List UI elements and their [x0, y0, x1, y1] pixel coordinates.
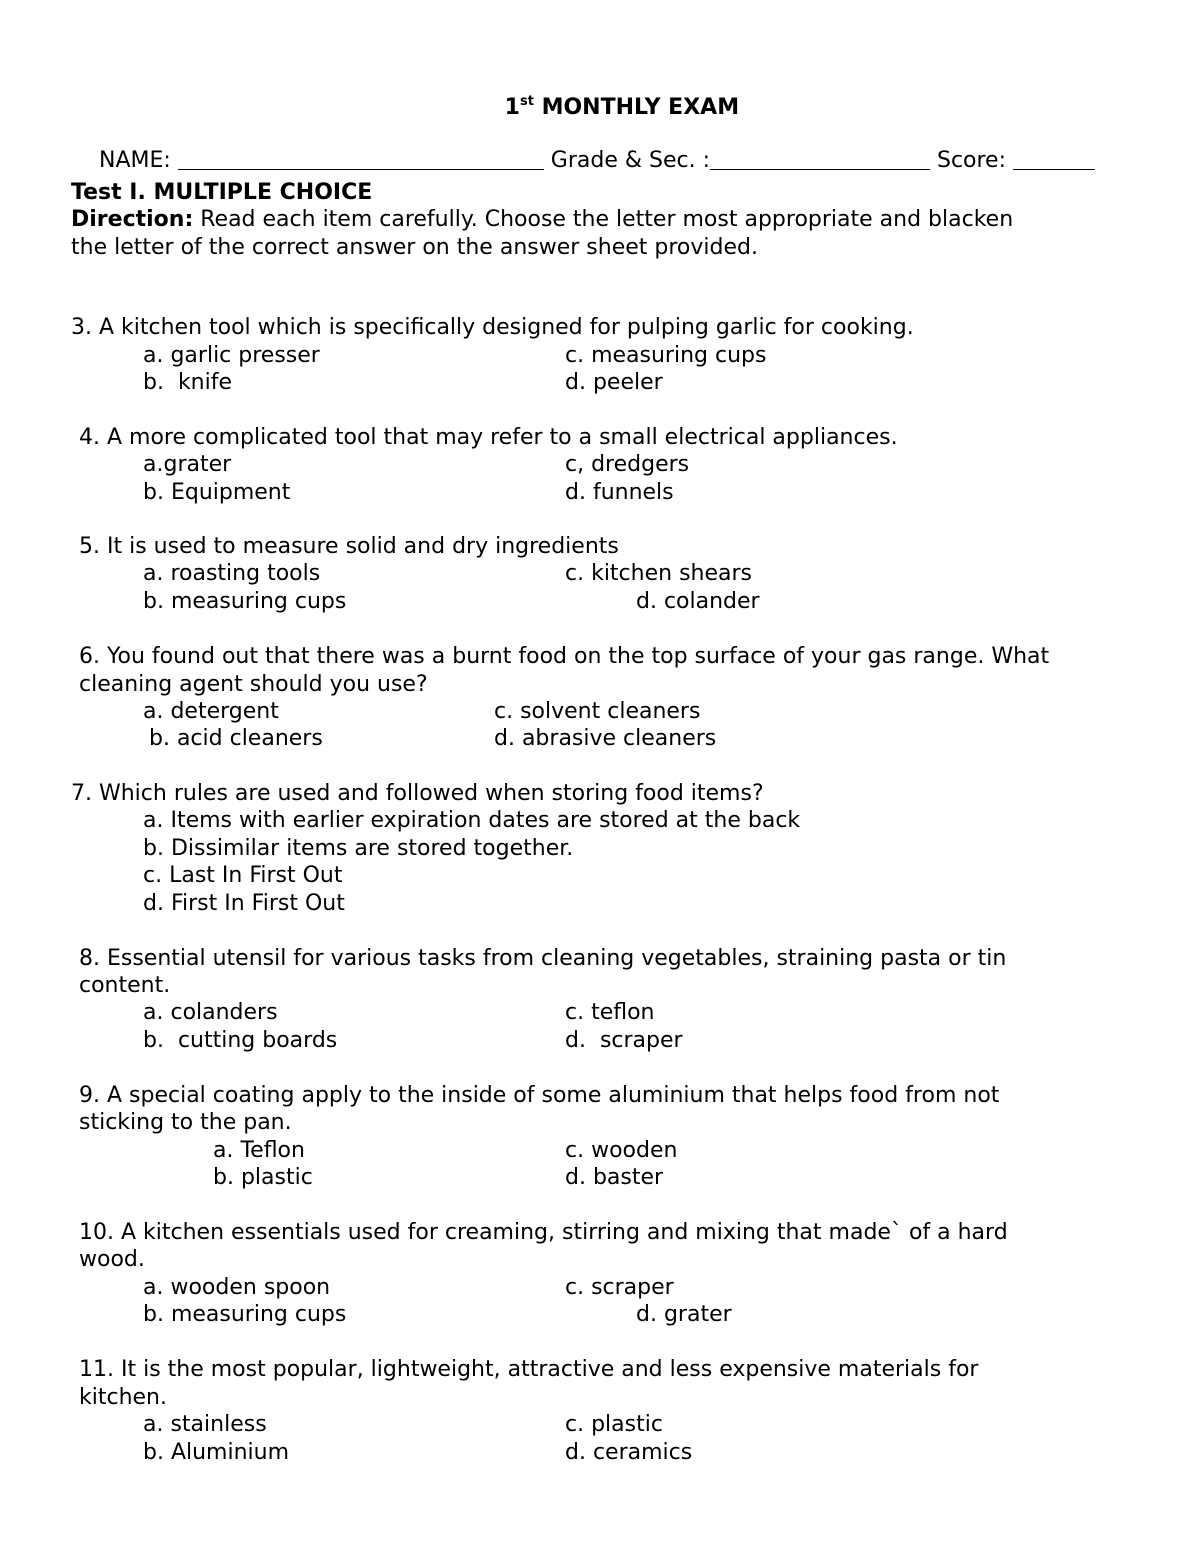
question-9-choice-d: d. baster: [565, 1165, 664, 1190]
grade-section-blank: [710, 149, 930, 170]
question-11-text-line-1: 11. It is the most popular, lightweight, attractive and less expensive materials for: [79, 1357, 979, 1382]
question-6-text-line-1: 6. You found out that there was a burnt food on the top surface of your gas range. What: [79, 644, 1050, 669]
question-9-text-line-2: sticking to the pan.: [79, 1110, 292, 1135]
question-4-choice-d: d. funnels: [565, 480, 674, 505]
question-8-choice-d: d. scraper: [565, 1028, 683, 1053]
question-4-choice-a: a.grater: [143, 452, 232, 477]
title-text: MONTHLY EXAM: [533, 95, 740, 120]
name-blank: [178, 149, 544, 170]
question-6-text-line-2: cleaning agent should you use?: [79, 672, 428, 697]
question-10-choice-c: c. scraper: [565, 1275, 674, 1300]
question-7-text: 7. Which rules are used and followed when storing food items?: [71, 781, 764, 806]
question-4-text: 4. A more complicated tool that may refer to a small electrical appliances.: [79, 425, 898, 450]
question-4-choice-c: c, dredgers: [565, 452, 690, 477]
name-label: NAME:: [98, 148, 178, 173]
question-10-choice-a: a. wooden spoon: [143, 1275, 331, 1300]
question-9-text-line-1: 9. A special coating apply to the inside of some aluminium that helps food from not: [79, 1083, 1000, 1108]
question-10-text-line-1: 10. A kitchen essentials used for creaming, stirring and mixing that made` of a hard: [79, 1220, 1008, 1245]
question-8-choice-c: c. teflon: [565, 1000, 655, 1025]
score-blank: [1013, 149, 1095, 170]
question-10-text-line-2: wood.: [79, 1247, 145, 1272]
direction-text-1: Read each item carefully. Choose the letter most appropriate and blacken: [193, 207, 1014, 232]
question-5-text: 5. It is used to measure solid and dry ingredients: [79, 534, 619, 559]
question-8-choice-b: b. cutting boards: [143, 1028, 338, 1053]
question-7-choice-d: d. First In First Out: [143, 891, 345, 916]
grade-section-label: Grade & Sec. :: [543, 148, 710, 173]
question-4-choice-b: b. Equipment: [143, 480, 291, 505]
question-10-choice-d: d. grater: [636, 1302, 732, 1327]
question-9-choice-c: c. wooden: [565, 1138, 678, 1163]
direction-label: Direction:: [71, 207, 194, 232]
title-superscript: st: [519, 94, 534, 109]
question-11-choice-a: a. stainless: [143, 1412, 267, 1437]
question-9-choice-a: a. Teflon: [213, 1138, 305, 1163]
question-5-choice-a: a. roasting tools: [143, 561, 321, 586]
question-5-choice-c: c. kitchen shears: [565, 561, 752, 586]
question-7-choice-c: c. Last In First Out: [143, 863, 343, 888]
question-7-choice-b: b. Dissimilar items are stored together.: [143, 836, 574, 861]
question-7-choice-a: a. Items with earlier expiration dates are stored at the back: [143, 808, 801, 833]
question-11-choice-d: d. ceramics: [565, 1440, 693, 1465]
question-9-choice-b: b. plastic: [213, 1165, 313, 1190]
question-8-text-line-2: content.: [79, 973, 171, 998]
test-heading: Test I. MULTIPLE CHOICE: [71, 180, 373, 205]
question-6-choice-d: d. abrasive cleaners: [494, 726, 717, 751]
question-3-choice-c: c. measuring cups: [565, 343, 767, 368]
question-6-choice-c: c. solvent cleaners: [494, 699, 701, 724]
question-5-choice-b: b. measuring cups: [143, 589, 347, 614]
question-5-choice-d: d. colander: [636, 589, 760, 614]
question-3-text: 3. A kitchen tool which is specifically designed for pulping garlic for cooking.: [71, 315, 914, 340]
question-6-choice-b: b. acid cleaners: [149, 726, 323, 751]
question-11-text-line-2: kitchen.: [79, 1385, 167, 1410]
question-8-text-line-1: 8. Essential utensil for various tasks from cleaning vegetables, straining pasta or tin: [79, 946, 1007, 971]
title-number: 1: [504, 95, 520, 120]
direction-line-2: the letter of the correct answer on the answer sheet provided.: [71, 235, 758, 260]
question-11-choice-c: c. plastic: [565, 1412, 663, 1437]
question-8-choice-a: a. colanders: [143, 1000, 278, 1025]
question-3-choice-b: b. knife: [143, 370, 233, 395]
question-3-choice-a: a. garlic presser: [143, 343, 320, 368]
question-3-choice-d: d. peeler: [565, 370, 663, 395]
question-11-choice-b: b. Aluminium: [143, 1440, 290, 1465]
question-10-choice-b: b. measuring cups: [143, 1302, 347, 1327]
score-label: Score:: [929, 148, 1013, 173]
direction-line-1: [71, 209, 1013, 231]
question-6-choice-a: a. detergent: [143, 699, 279, 724]
